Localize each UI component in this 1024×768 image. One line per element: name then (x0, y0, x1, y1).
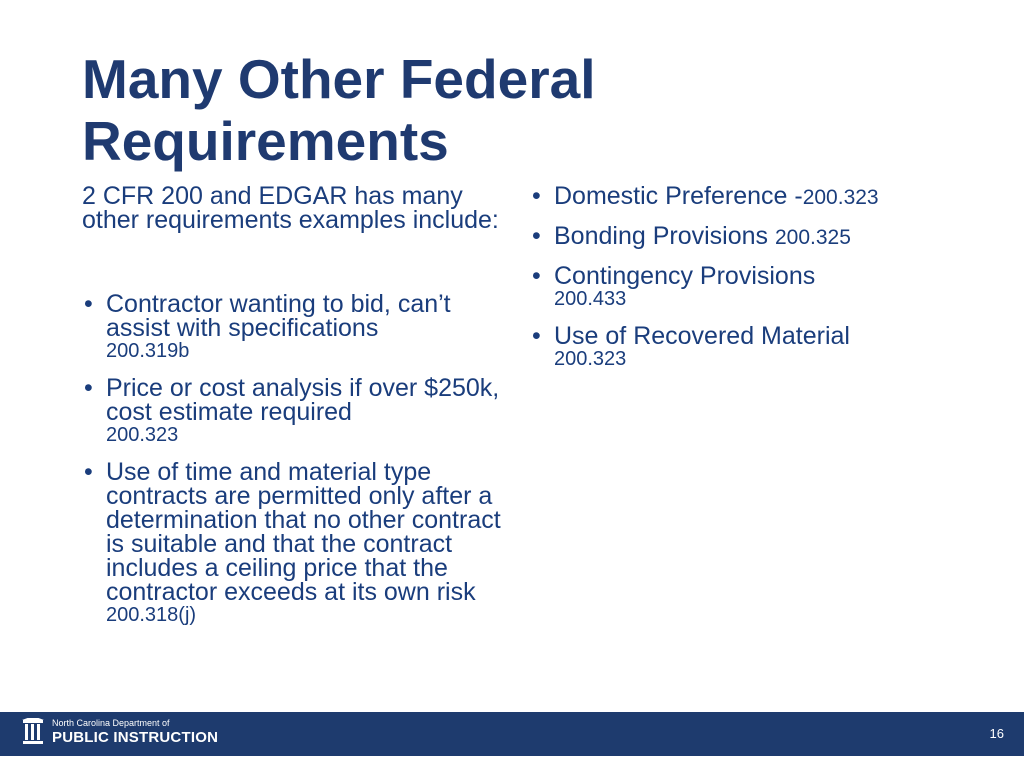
bullet-reference: 200.323 (106, 424, 179, 446)
bullet-text: Use of time and material type contracts are permitted only after a determination that no other contract is suitable and that the contract includes a ceiling price that the contractor exceeds at its own risk (106, 458, 501, 606)
list-item (530, 324, 970, 370)
bullet-reference: 200.325 (774, 226, 851, 249)
bullet-icon: • (84, 374, 93, 402)
bullet-reference: 200.323 (554, 348, 627, 370)
right-bullet-list (530, 184, 970, 370)
bullet-icon: • (532, 182, 541, 210)
footer-department: North Carolina Department of (52, 718, 170, 728)
bullet-text: Contingency Provisions (554, 262, 816, 290)
bullet-text: Price or cost analysis if over $250k, cost estimate required (106, 374, 500, 426)
bullet-icon: • (532, 262, 541, 290)
bullet-text: Contractor wanting to bid, can’t assist with specifications (106, 290, 451, 342)
dpi-logo-icon (22, 718, 44, 748)
list-item (82, 460, 512, 626)
list-item (82, 292, 512, 362)
footer-organization: PUBLIC INSTRUCTION (52, 729, 219, 746)
bullet-line (554, 224, 970, 250)
list-item (82, 376, 512, 446)
bullet-line (554, 184, 970, 210)
bullet-reference: 200.318(j) (106, 604, 197, 626)
footer-bar (0, 712, 1024, 756)
bullet-reference: 200.319b (106, 340, 190, 362)
slide-title: Many Other Federal Requirements (82, 48, 596, 172)
bullet-text: Use of Recovered Material (554, 322, 850, 350)
bullet-icon: • (532, 222, 541, 250)
bullet-text: Domestic Preference - (554, 182, 803, 210)
right-column (530, 184, 970, 384)
bullet-reference: 200.323 (802, 186, 879, 209)
bullet-reference: 200.433 (554, 288, 627, 310)
page-number: 16 (989, 726, 1004, 741)
list-item (530, 224, 970, 250)
list-item (530, 264, 970, 310)
list-item (530, 184, 970, 210)
intro-text: 2 CFR 200 and EDGAR has many other requirements examples include: (82, 182, 499, 234)
bullet-text: Bonding Provisions (554, 222, 769, 250)
left-bullet-list (82, 292, 512, 626)
bullet-icon: • (84, 290, 93, 318)
left-column (82, 184, 512, 640)
footer-logo-text (52, 718, 218, 746)
bullet-icon: • (532, 322, 541, 350)
bullet-icon: • (84, 458, 93, 486)
